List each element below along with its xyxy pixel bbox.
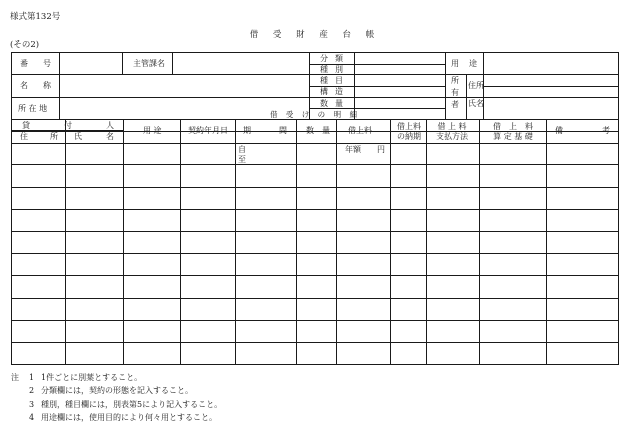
rule	[122, 53, 123, 74]
rule	[123, 119, 124, 364]
sub-number: (その2)	[10, 40, 40, 50]
details-title: 借 受 け の 明 細	[270, 110, 360, 119]
period-label: 期 間	[243, 126, 287, 135]
rent-label: 借上料	[348, 126, 372, 135]
rule	[296, 119, 297, 364]
notes	[11, 371, 222, 424]
contract-date-label: 契約年月日	[188, 126, 228, 135]
payment-method-label: 借 上 料 支払方法	[436, 122, 468, 141]
to-label: 至	[238, 155, 246, 164]
rule	[12, 342, 618, 343]
lender-name-label: 氏 名	[74, 132, 114, 141]
rule	[12, 119, 618, 120]
structure-label: 構 造	[320, 87, 343, 96]
item-label: 種 目	[320, 76, 343, 85]
rule	[12, 231, 618, 232]
annual-amount-label: 年額 円	[345, 145, 385, 154]
rule	[12, 143, 618, 144]
rule	[180, 119, 181, 364]
rule	[12, 74, 618, 75]
owner-label: 所有者	[451, 76, 459, 109]
note-item: 4 用途欄には，使用目的により何々用とすること。	[29, 412, 217, 422]
rule	[12, 298, 618, 299]
quantity-col-label: 数 量	[306, 126, 330, 135]
rule	[336, 119, 337, 364]
rule	[390, 119, 391, 364]
rule	[12, 130, 123, 131]
dept-label: 主管課名	[133, 59, 165, 68]
note-item: 注 1 1件ごとに別葉とすること。	[11, 373, 143, 382]
rule	[483, 86, 618, 87]
rule	[59, 53, 60, 74]
rule	[235, 119, 236, 364]
page-title: 借 受 財 産 台 帳	[249, 30, 381, 40]
rule	[65, 119, 66, 364]
purpose-label: 用 途	[451, 59, 477, 68]
location-label: 所 在 地	[18, 104, 48, 113]
rule	[12, 253, 618, 254]
address-label: 住所	[468, 81, 484, 90]
rule	[12, 209, 618, 210]
rule	[12, 320, 618, 321]
rule	[426, 119, 427, 364]
kind-label: 種 別	[320, 65, 343, 74]
rule	[309, 64, 445, 65]
rule	[172, 53, 173, 74]
rule	[12, 187, 618, 188]
number-label: 番 号	[20, 59, 51, 68]
rule	[546, 119, 547, 364]
lender-address-label: 住 所	[20, 132, 58, 141]
from-label: 自	[238, 145, 246, 154]
calculation-basis-label: 借 上 料 算 定 基 礎	[493, 122, 533, 141]
purpose-col-label: 用 途	[143, 126, 162, 135]
rule	[309, 86, 445, 87]
form-number: 様式第132号	[10, 12, 61, 22]
ledger-form	[11, 52, 619, 365]
note-item: 3 種別，種目欄には，別表第5により記入すること。	[29, 399, 223, 409]
rule	[445, 53, 446, 119]
rule	[12, 164, 618, 165]
rule	[12, 275, 618, 276]
rule	[479, 119, 480, 364]
note-item: 2 分類欄には，契約の形態を記入すること。	[29, 386, 193, 396]
remarks-label: 備 考	[555, 126, 610, 135]
quantity-label: 数 量	[320, 99, 343, 108]
classification-label: 分 類	[320, 54, 343, 63]
rule	[309, 108, 445, 109]
lender-label: 貸 付 人	[22, 121, 114, 130]
rent-payment-period-label: 借上料 の納期	[397, 122, 421, 141]
name-label: 名 称	[20, 81, 51, 90]
rule	[12, 97, 618, 98]
owner-name-label: 氏名	[468, 99, 484, 108]
